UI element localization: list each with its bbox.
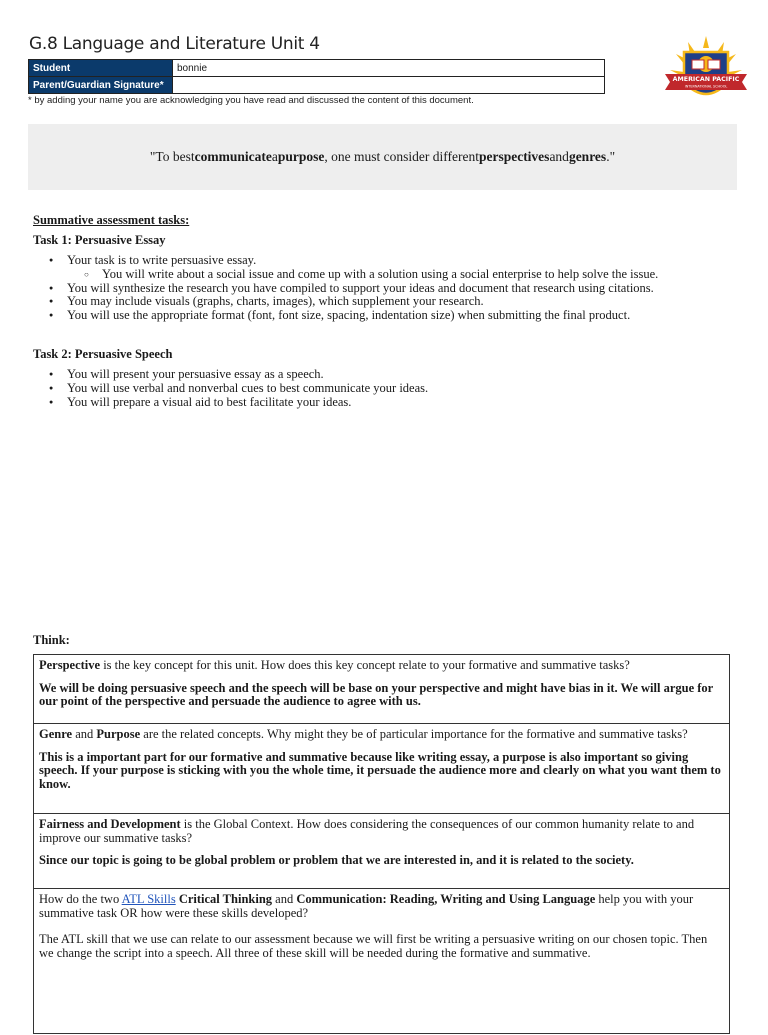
think-row-global-context [34, 813, 729, 888]
student-info-table [28, 59, 605, 94]
list-item: ● You will use verbal and nonverbal cues to best communicate your ideas. [48, 382, 428, 396]
think-row-genre-purpose [34, 723, 729, 813]
student-name-field[interactable]: bonnie [173, 60, 605, 77]
question-key-term: Genre [39, 727, 73, 741]
question-atl-skills [39, 893, 724, 920]
signature-label: Parent/Guardian Signature* [29, 77, 173, 94]
think-label: Think: [33, 633, 70, 647]
student-label: Student [29, 60, 173, 77]
quote-t2: , one must consider different [324, 149, 479, 164]
list-item: ● You will use the appropriate format (font, font size, spacing, indentation size) when submitting the final product. [48, 309, 658, 323]
question-text: How do the two [39, 892, 122, 906]
flag-icon [692, 60, 704, 69]
task1-title: Task 1: Persuasive Essay [33, 233, 166, 247]
question-text: and [72, 727, 97, 741]
task2-list [48, 368, 428, 409]
quote-t3: and [549, 149, 569, 164]
summative-heading: Summative assessment tasks: [33, 213, 190, 227]
question-global-context [39, 818, 724, 845]
think-table [33, 654, 730, 1034]
list-item: ● You will prepare a visual aid to best facilitate your ideas. [48, 396, 428, 410]
question-perspective [39, 659, 724, 673]
question-key-term: Communication: Reading, Writing and Using Language [296, 892, 596, 906]
logo-name: AMERICAN PACIFIC [672, 76, 740, 83]
task1-list [48, 254, 658, 323]
question-text: are the related concepts. Why might they be of particular importance for the formative and summative tasks? [140, 727, 688, 741]
flag-icon-2 [708, 60, 720, 69]
quote-genres: genres [568, 149, 607, 164]
quote-purpose: purpose [277, 149, 325, 164]
answer-global-context[interactable]: Since our topic is going to be global problem or problem that we are interested in, and it is related to the society. [39, 853, 634, 867]
school-logo [662, 30, 750, 110]
quote-open: "To best [149, 149, 195, 164]
question-text: is the key concept for this unit. How does this key concept relate to your formative and summative tasks? [100, 658, 630, 672]
list-subitem: ○ You will write about a social issue and come up with a solution using a social enterprise to help solve the issue. [48, 268, 658, 282]
list-item: ● You will present your persuasive essay as a speech. [48, 368, 428, 382]
answer-genre-purpose[interactable]: This is a important part for our formative and summative because like writing essay, a purpose is also important so giving speech. If your purpose is sticking with you the whole time, it persuade the audience more and clearly on what you want them to know. [39, 749, 721, 791]
atl-skills-link[interactable]: ATL Skills [121, 892, 176, 906]
answer-atl-skills[interactable]: The ATL skill that we use can relate to our assessment because we will first be writing a persuasive writing on our chosen topic. Then we change the script into a speech. All three of these skill will be needed during the formative and summative. [39, 932, 708, 960]
question-genre-purpose [39, 728, 724, 742]
question-key-term: Fairness and Development [39, 817, 181, 831]
question-key-term: Purpose [96, 727, 141, 741]
think-row-atl-skills [34, 888, 729, 1035]
question-text: help you with your summative task OR how were these skills developed? [39, 892, 694, 920]
quote-close: ." [606, 149, 616, 164]
answer-perspective[interactable]: We will be doing persuasive speech and the speech will be base on your perspective and might have bias in it. We will argue for our point of the perspective and persuade the audience to agree with us. [39, 680, 713, 708]
question-key-term: Perspective [39, 658, 101, 672]
acknowledgement-note: * by adding your name you are acknowledging you have read and discussed the content of this document. [28, 95, 474, 106]
logo-subtitle: INTERNATIONAL SCHOOL [684, 84, 728, 89]
list-item: ● You will synthesize the research you have compiled to support your ideas and document that research using citations. [48, 282, 658, 296]
task2-title: Task 2: Persuasive Speech [33, 347, 173, 361]
list-item: ● Your task is to write persuasive essay. [48, 254, 658, 268]
logo-year: 1 9 9 7 [697, 96, 715, 102]
quote-communicate: communicate [194, 149, 272, 164]
question-key-term: Critical Thinking [178, 892, 273, 906]
question-text: and [272, 892, 297, 906]
signature-field[interactable] [173, 77, 605, 94]
quote-t1: a [271, 149, 278, 164]
question-text: is the Global Context. How does considering the consequences of our common humanity relate to and improve our summative tasks? [39, 817, 695, 845]
page-title: G.8 Language and Literature Unit 4 [29, 34, 320, 54]
quote-perspectives: perspectives [478, 149, 550, 164]
list-item: ● You may include visuals (graphs, charts, images), which supplement your research. [48, 295, 658, 309]
think-row-perspective [34, 655, 729, 723]
unit-quote [28, 124, 737, 190]
